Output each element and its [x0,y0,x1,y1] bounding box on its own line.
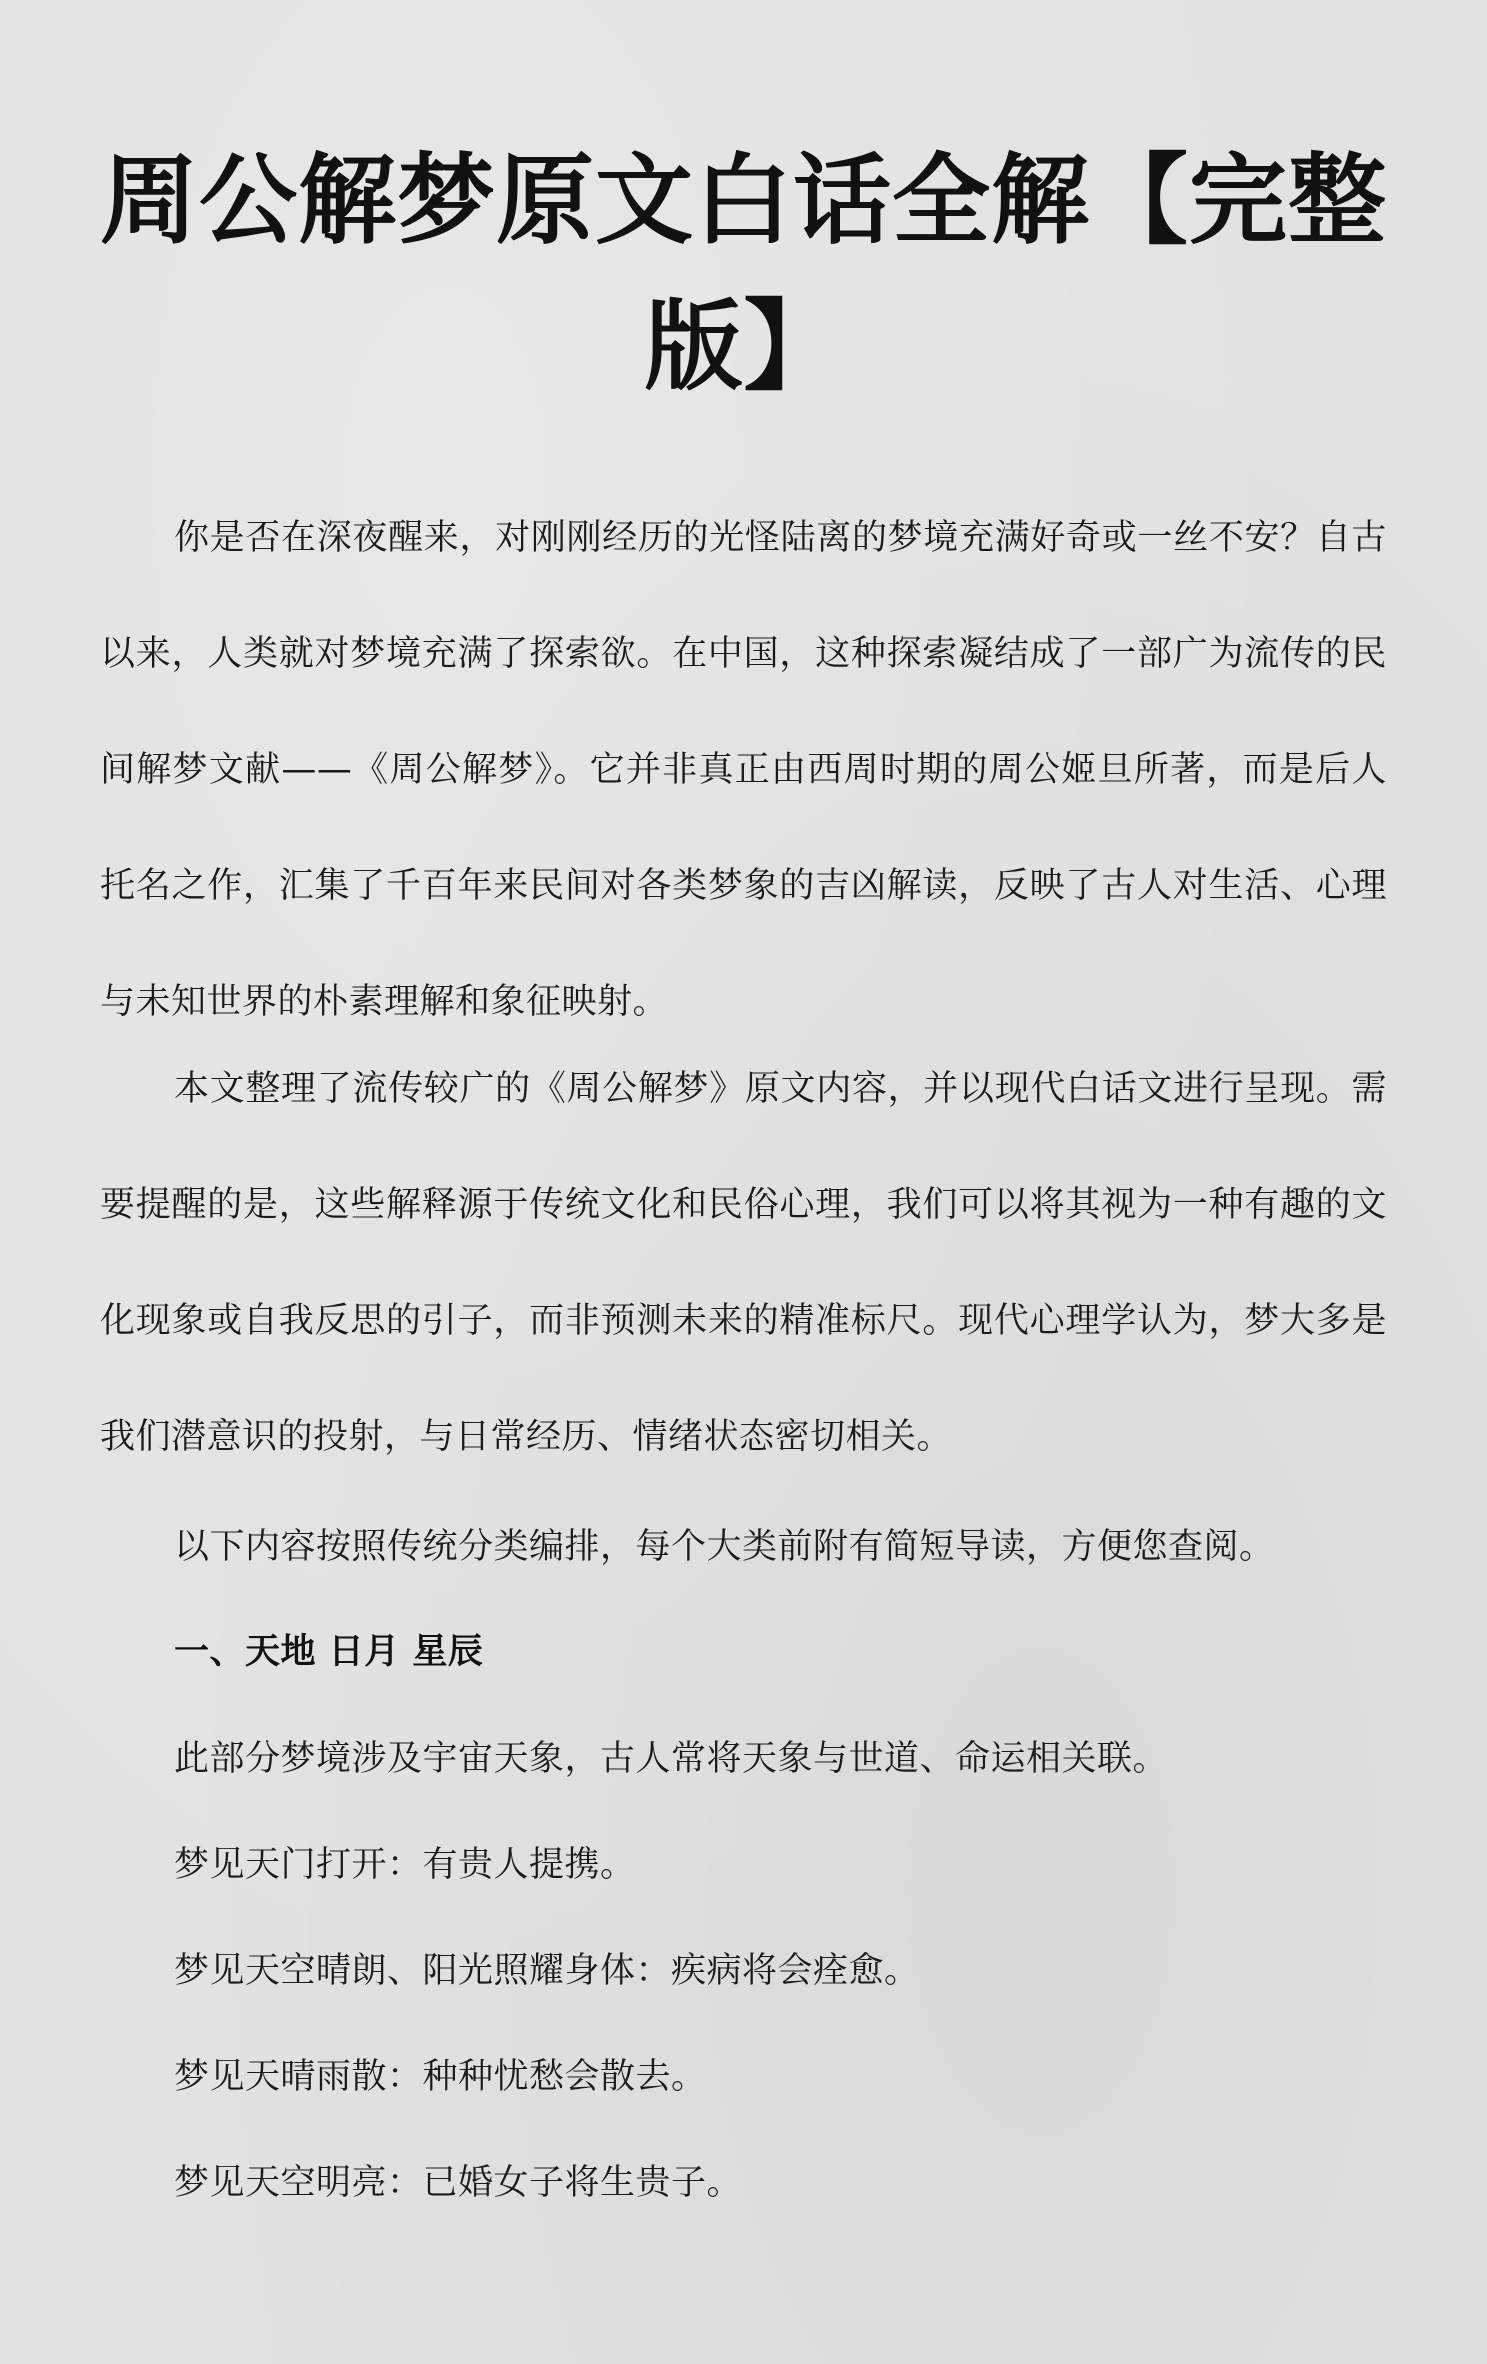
arrangement-paragraph: 以下内容按照传统分类编排，每个大类前附有简短导读，方便您查阅。 [174,1527,1275,1567]
dream-entry: 梦见天门打开：有贵人提携。 [174,1845,636,1885]
document-title: 周公解梦原文白话全解【完整版】 [100,144,1388,404]
dream-entry: 梦见天空明亮：已婚女子将生贵子。 [174,2163,743,2203]
section-heading: 一、天地 日月 星辰 [174,1632,484,1672]
section-intro: 此部分梦境涉及宇宙天象，古人常将天象与世道、命运相关联。 [174,1739,1169,1779]
intro-paragraph: 你是否在深夜醒来，对刚刚经历的光怪陆离的梦境充满好奇或一丝不安？自古以来，人类就对梦境充满了探索欲。在中国，这种探索凝结成了一部广为流传的民间解梦文献——《周公解梦》。它并非真正由西周时期的周公姬旦所著，而是后人托名之作，汇集了千百年来民间对各类梦象的吉凶解读，反映了古人对生活、心理与未知世界的朴素理解和象征映射。 [100,518,1387,1022]
note-paragraph: 本文整理了流传较广的《周公解梦》原文内容，并以现代白话文进行呈现。需要提醒的是，这些解释源于传统文化和民俗心理，我们可以将其视为一种有趣的文化现象或自我反思的引子，而非预测未来的精准标尺。现代心理学认为，梦大多是我们潜意识的投射，与日常经历、情绪状态密切相关。 [100,1069,1387,1457]
dream-entry: 梦见天空晴朗、阳光照耀身体：疾病将会痊愈。 [174,1951,920,1991]
dream-entry: 梦见天晴雨散：种种忧愁会散去。 [174,2057,707,2097]
